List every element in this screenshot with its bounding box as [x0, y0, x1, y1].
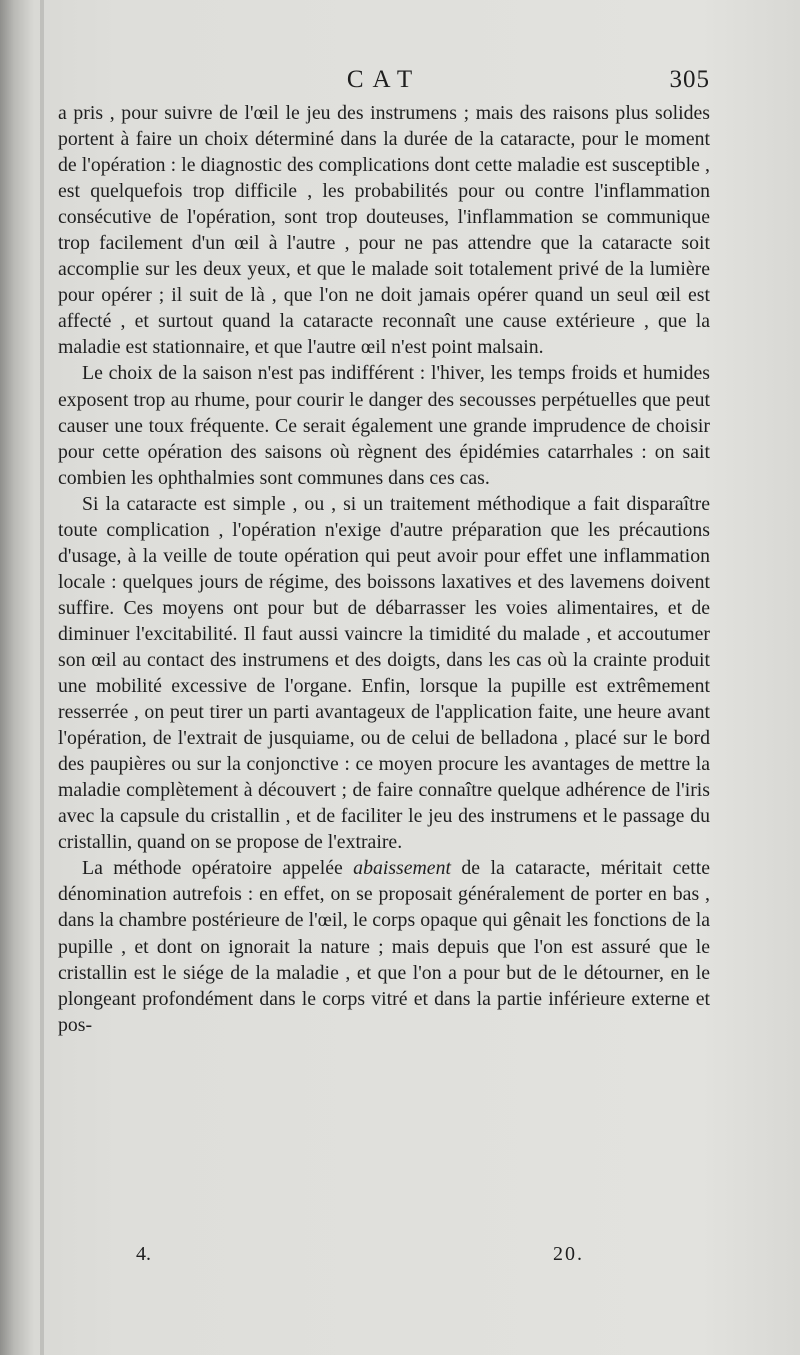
main-text: [58, 100, 710, 1038]
running-title: CAT: [346, 66, 422, 93]
italic-term: abaissement: [353, 857, 451, 880]
signature-mark: 4.: [136, 1243, 151, 1265]
page-footer: [58, 1243, 710, 1273]
paragraph-text: de la cataracte, méritait cette dénomination autrefois : en effet, on se proposait généralement de porter en bas , dans la chambre postérieure de l'œil, le corps opaque qui gênait les fonctions de la pupille , et dont on ignorait la nature ; mais depuis que l'on est assuré que le cristallin est le siége de la maladie , et que l'on a pour but de le détourner, en le plongeant profondément dans le corps vitré et dans la partie inférieure externe et pos-: [58, 857, 710, 1036]
page-gutter-shadow: [40, 0, 44, 1355]
paragraph-text: La méthode opératoire appelée: [82, 857, 354, 880]
paragraph: Le choix de la saison n'est pas indifférent : l'hiver, les temps froids et humides exposent trop au rhume, pour courir le danger des secousses perpétuelles que peut causer une toux fréquente. Ce serait également une grande imprudence de choisir pour cette opération des saisons où règnent des épidémies catarrhales : on sait combien les ophthalmies sont communes dans ces cas.: [58, 362, 710, 489]
paragraph: a pris , pour suivre de l'œil le jeu des instrumens ; mais des raisons plus solides portent à faire un choix déterminé dans la durée de la cataracte, pour le moment de l'opération : le diagnostic des complications dont cette maladie est susceptible , est quelquefois trop difficile , les probabilités pour ou contre l'inflammation consécutive de l'opération, sont trop douteuses, l'inflammation se communique trop facilement d'un œil à l'autre , pour ne pas attendre que la cataracte soit accomplie sur les deux yeux, et que le malade soit totalement privé de la lumière pour opérer ; il suit de là , que l'on ne doit jamais opérer quand un seul œil est affecté , et surtout quand la cataracte reconnaît une cause extérieure , que la maladie est stationnaire, et que l'autre œil n'est point malsain.: [58, 102, 710, 359]
paragraph-abaissement: [58, 855, 710, 1037]
page-number: 305: [669, 66, 710, 93]
sheet-number: 20.: [553, 1243, 584, 1265]
paragraph: Si la cataracte est simple , ou , si un traitement méthodique a fait disparaître toute complication , l'opération n'exige d'autre préparation que les précautions d'usage, à la veille de toute opération qui peut avoir pour effet une inflammation locale : quelques jours de régime, des boissons laxatives et des lavemens doivent suffire. Ces moyens ont pour but de débarrasser les voies alimentaires, et de diminuer l'excitabilité. Il faut aussi vaincre la timidité du malade , et accoutumer son œil au contact des instrumens et des doigts, dans les cas où la crainte produit une mobilité excessive de l'organe. Enfin, lorsque la pupille est extrêmement resserrée , on peut tirer un parti avantageux de l'application faite, une heure avant l'opération, de l'extrait de jusquiame, ou de celui de belladona , placé sur le bord des paupières ou sur la conjonctive : ce moyen procure les avantages de mettre la maladie complètement à découvert ; de faire connaître quelque adhérence de l'iris avec la capsule du cristallin , et de faciliter le jeu des instrumens et le passage du cristallin, quand on se propose de l'extraire.: [58, 492, 710, 854]
